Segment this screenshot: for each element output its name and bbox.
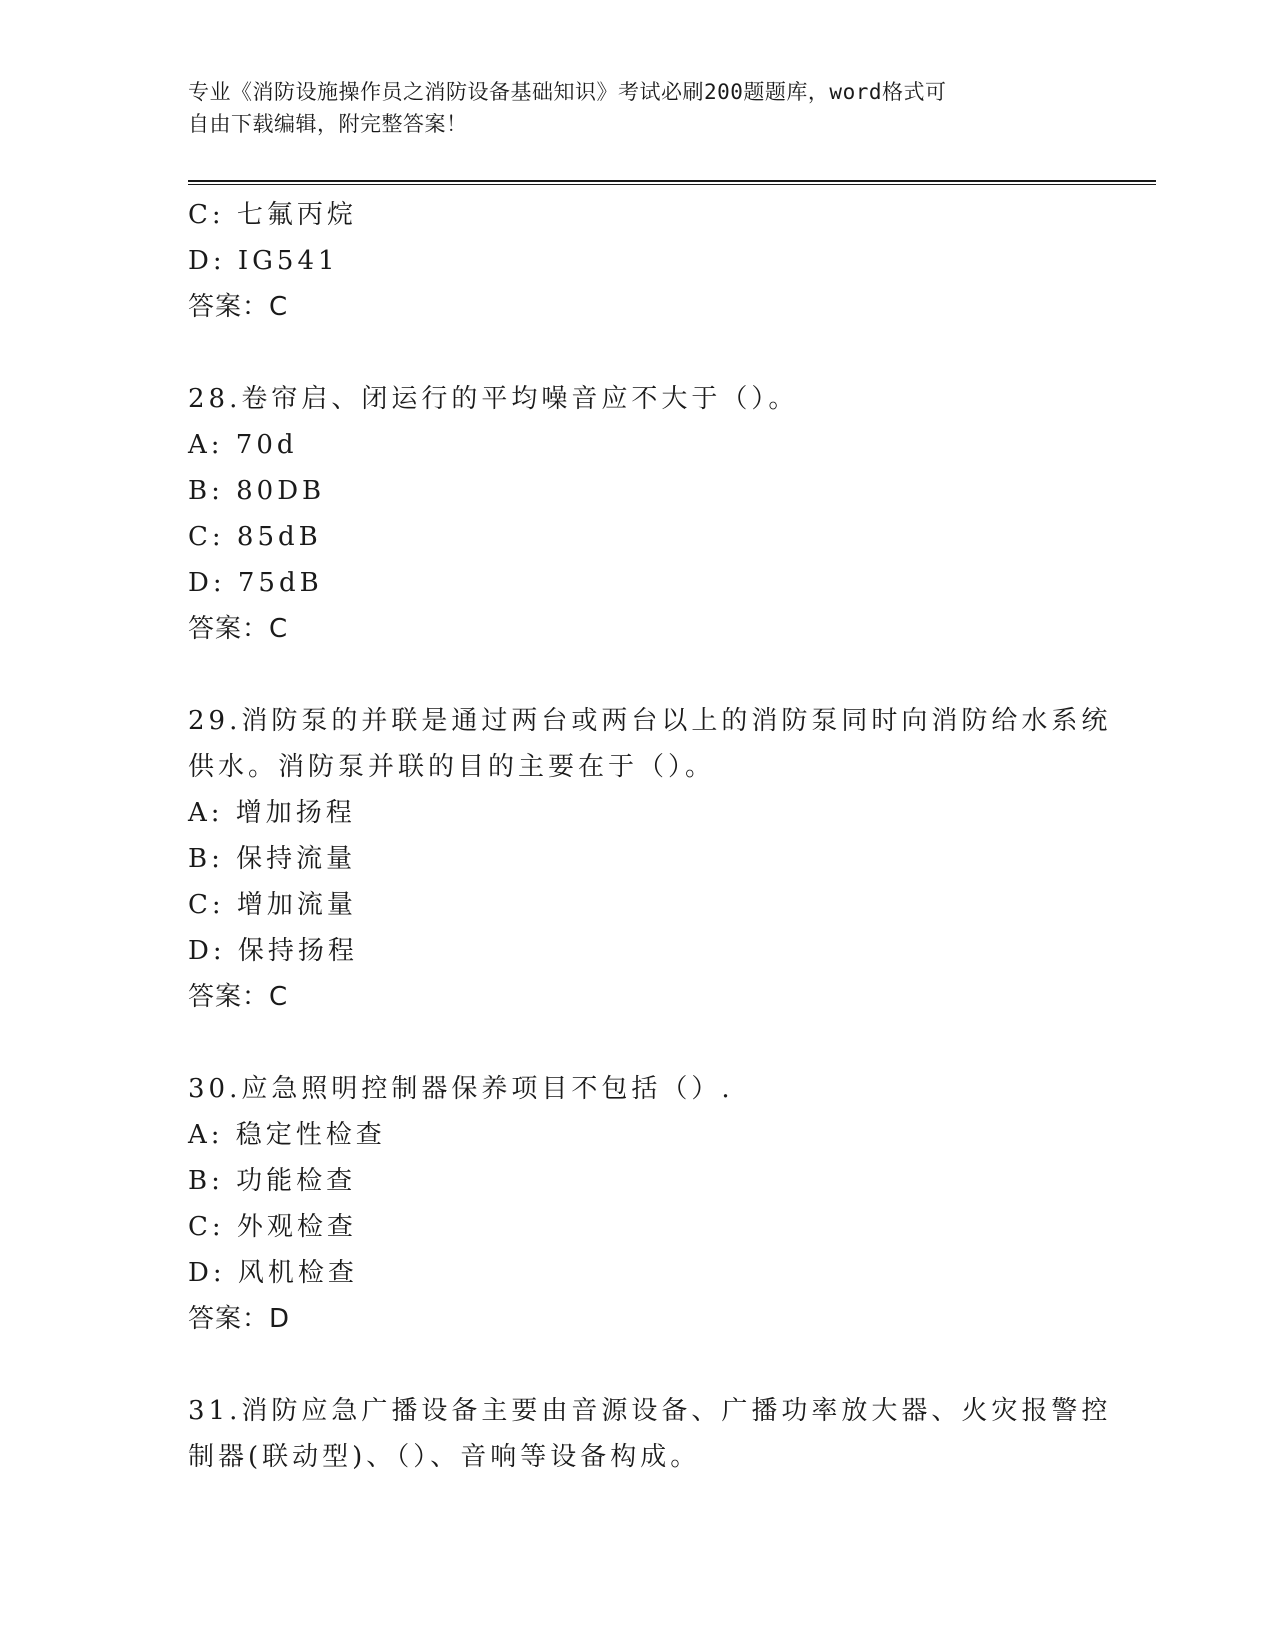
option-c: C: 七氟丙烷 xyxy=(188,200,357,230)
header-title-line-2: 自由下载编辑，附完整答案！ xyxy=(188,112,468,136)
question-31 xyxy=(188,1388,1112,1480)
answer-line: 答案：C xyxy=(188,614,289,644)
option-d: D: IG541 xyxy=(188,246,339,276)
option-c: C: 85dB xyxy=(188,522,322,552)
question-stem-line-1: 31.消防应急广播设备主要由音源设备、广播功率放大器、火灾报警控 xyxy=(188,1396,1112,1426)
header-title-line-1: 专业《消防设施操作员之消防设备基础知识》考试必刷200题题库，word格式可 xyxy=(188,80,947,104)
option-c: C: 增加流量 xyxy=(188,890,357,920)
header-divider-thin xyxy=(188,184,1156,185)
document-header xyxy=(188,76,1068,140)
question-30 xyxy=(188,1066,1088,1342)
answer-line: 答案：D xyxy=(188,1304,291,1334)
question-spacer xyxy=(188,330,1088,376)
option-d: D: 保持扬程 xyxy=(188,936,358,966)
option-d: D: 75dB xyxy=(188,568,323,598)
question-28 xyxy=(188,376,1088,652)
question-list xyxy=(188,192,1112,1480)
option-a: A: 增加扬程 xyxy=(188,798,356,828)
question-spacer xyxy=(188,652,1088,698)
question-29 xyxy=(188,698,1112,1020)
option-b: B: 保持流量 xyxy=(188,844,357,874)
question-stem-line-1: 29.消防泵的并联是通过两台或两台以上的消防泵同时向消防给水系统 xyxy=(188,706,1112,736)
question-stem-line-2: 制器(联动型)、（）、音响等设备构成。 xyxy=(188,1442,701,1472)
option-a: A: 70d xyxy=(188,430,298,460)
question-spacer xyxy=(188,1342,1088,1388)
option-a: A: 稳定性检查 xyxy=(188,1120,386,1150)
option-d: D: 风机检查 xyxy=(188,1258,358,1288)
answer-line: 答案：C xyxy=(188,982,289,1012)
header-divider-thick xyxy=(188,180,1156,182)
question-stem: 30.应急照明控制器保养项目不包括（）. xyxy=(188,1074,734,1104)
question-stem-line-2: 供水。消防泵并联的目的主要在于（）。 xyxy=(188,752,716,782)
question-27-remainder xyxy=(188,192,1088,330)
option-b: B: 功能检查 xyxy=(188,1166,357,1196)
option-c: C: 外观检查 xyxy=(188,1212,357,1242)
answer-line: 答案：C xyxy=(188,292,289,322)
option-b: B: 80DB xyxy=(188,476,326,506)
question-spacer xyxy=(188,1020,1088,1066)
question-stem: 28.卷帘启、闭运行的平均噪音应不大于（）。 xyxy=(188,384,799,414)
